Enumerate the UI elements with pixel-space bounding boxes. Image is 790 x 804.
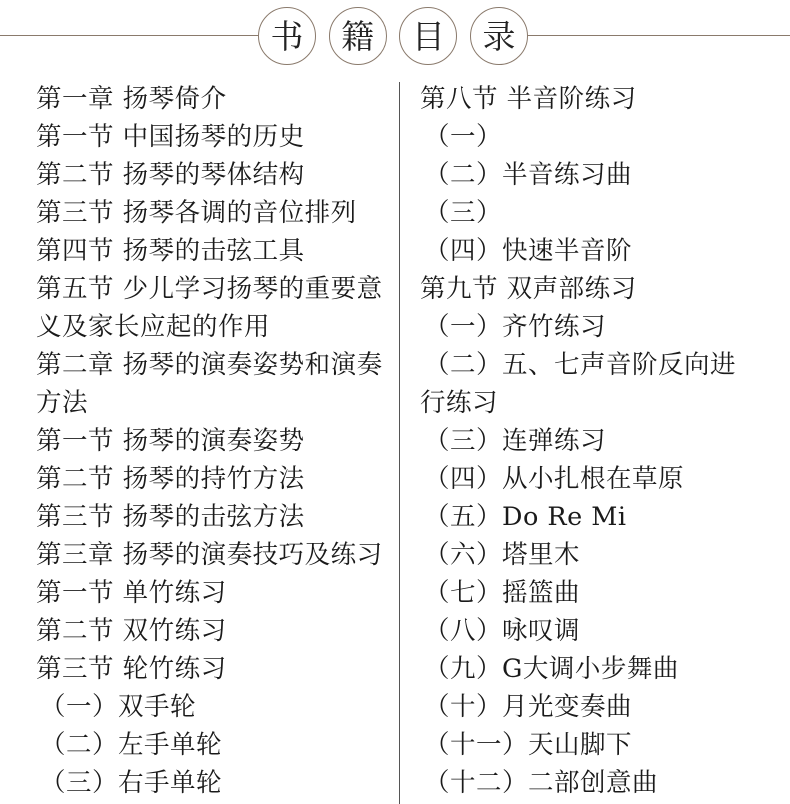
title-char-circle: 书 (258, 7, 316, 65)
toc-entry: 第一章 扬琴倚介 (36, 84, 227, 114)
toc-subentry: （九）G大调小步舞曲 (424, 654, 679, 684)
toc-entry: 第五节 少儿学习扬琴的重要意 (36, 274, 383, 304)
toc-subentry: （十二）二部创意曲 (424, 768, 659, 798)
toc-subentry: （一）双手轮 (40, 692, 197, 722)
toc-entry: 方法 (36, 388, 89, 418)
toc-subentry: （三）右手单轮 (40, 768, 223, 798)
toc-entry: 第八节 半音阶练习 (420, 84, 637, 114)
toc-entry: 第三节 轮竹练习 (36, 654, 227, 684)
toc-subentry: （四）从小扎根在草原 (424, 464, 685, 494)
column-divider (399, 82, 400, 804)
page-title (258, 6, 528, 66)
toc-entry: 第二节 双竹练习 (36, 616, 227, 646)
toc-entry: 第一节 单竹练习 (36, 578, 227, 608)
toc-entry: 第一节 扬琴的演奏姿势 (36, 426, 305, 456)
toc-subentry: （十）月光变奏曲 (424, 692, 633, 722)
toc-subentry: （五）Do Re Mi (424, 502, 627, 532)
header-rule-right (527, 35, 790, 36)
toc-entry: 第二节 扬琴的持竹方法 (36, 464, 305, 494)
toc-left-column (36, 80, 396, 802)
title-char-circle: 籍 (329, 7, 387, 65)
toc-subentry: （四）快速半音阶 (424, 236, 633, 266)
header-rule-left (0, 35, 258, 36)
toc-right-column (420, 80, 788, 802)
toc-subentry: （二）左手单轮 (40, 730, 223, 760)
toc-subentry: （一） (424, 122, 503, 152)
toc-entry: 第三节 扬琴各调的音位排列 (36, 198, 357, 228)
toc-subentry: （三）连弹练习 (424, 426, 607, 456)
toc-entry: 第二节 扬琴的琴体结构 (36, 160, 305, 190)
toc-subentry: （二）五、七声音阶反向进 (424, 350, 737, 380)
toc-subentry: （八）咏叹调 (424, 616, 581, 646)
toc-entry: 义及家长应起的作用 (36, 312, 271, 342)
toc-subentry: （七）摇篮曲 (424, 578, 581, 608)
toc-header (0, 0, 790, 80)
toc-subentry-continuation: 行练习 (420, 388, 499, 418)
toc-subentry: （一）齐竹练习 (424, 312, 607, 342)
toc-subentry: （三） (424, 198, 503, 228)
toc-subentry: （六）塔里木 (424, 540, 581, 570)
toc-entry: 第三节 扬琴的击弦方法 (36, 502, 305, 532)
toc-entry: 第一节 中国扬琴的历史 (36, 122, 305, 152)
toc-subentry: （二）半音练习曲 (424, 160, 633, 190)
toc-entry: 第九节 双声部练习 (420, 274, 637, 304)
toc-subentry: （十一）天山脚下 (424, 730, 633, 760)
toc-entry: 第二章 扬琴的演奏姿势和演奏 (36, 350, 383, 380)
toc-entry: 第四节 扬琴的击弦工具 (36, 236, 305, 266)
toc-entry: 第三章 扬琴的演奏技巧及练习 (36, 540, 383, 570)
title-char-circle: 目 (399, 7, 457, 65)
title-char-circle: 录 (470, 7, 528, 65)
